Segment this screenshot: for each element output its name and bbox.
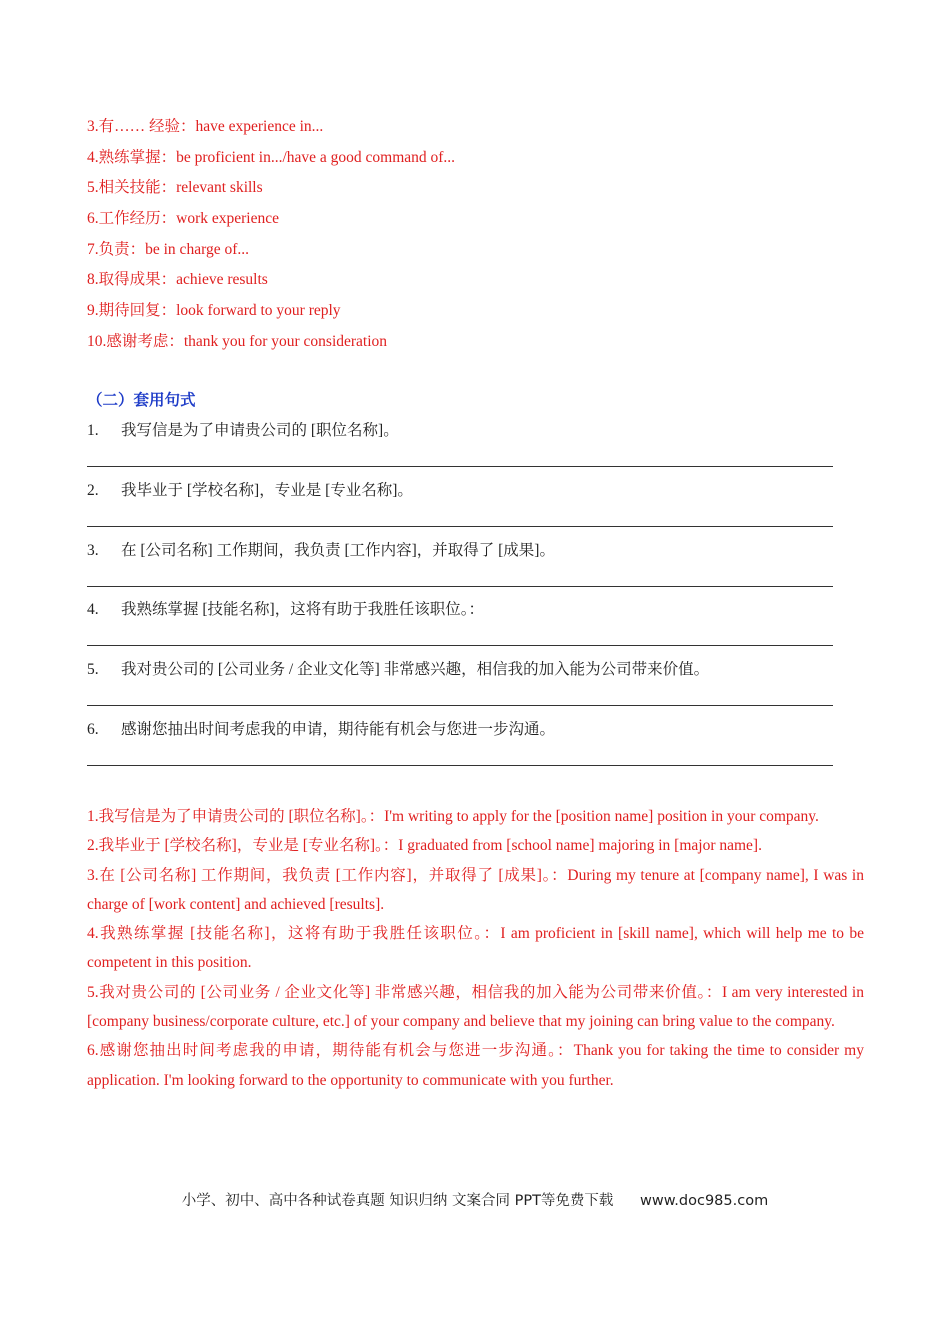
exercise-prompt: 我写信是为了申请贵公司的 [职位名称]。 xyxy=(121,422,399,439)
answer-key xyxy=(87,802,864,1095)
exercise-prompt: 感谢您抽出时间考虑我的申请，期待能有机会与您进一步沟通。 xyxy=(121,720,556,738)
exercise-number: 1. xyxy=(87,422,99,439)
vocabulary-item: 8.取得成果：achieve results xyxy=(87,271,268,289)
exercise-prompt: 在 [公司名称] 工作期间，我负责 [工作内容]，并取得了 [成果]。 xyxy=(121,541,555,559)
answer-item: 3.在 [公司名称] 工作期间，我负责 [工作内容]，并取得了 [成果]。：During my tenure at [company name], I was in charge of [work content] and achieved [results]. xyxy=(87,866,864,913)
answer-item: 5.我对贵公司的 [公司业务 / 企业文化等] 非常感兴趣，相信我的加入能为公司带来价值。：I am very interested in [company business/corporate culture, etc.] of your company and believe that my joining can bring value to the company. xyxy=(87,983,864,1031)
vocabulary-item: 7.负责：be in charge of... xyxy=(87,240,249,258)
answer-blank-line xyxy=(87,705,833,706)
exercise-item xyxy=(87,717,833,777)
section-title: （二）套用句式 xyxy=(87,391,196,409)
exercise-item xyxy=(87,418,833,478)
exercise-number: 6. xyxy=(87,720,99,738)
answer-blank-line xyxy=(87,586,833,587)
vocabulary-item: 4.熟练掌握：be proficient in.../have a good command of... xyxy=(87,148,456,166)
vocabulary-item: 9.期待回复：look forward to your reply xyxy=(87,302,341,320)
vocabulary-list xyxy=(87,112,867,358)
exercise-item xyxy=(87,597,833,657)
exercise-prompt: 我熟练掌握 [技能名称]，这将有助于我胜任该职位。： xyxy=(121,601,484,619)
answer-item: 2.我毕业于 [学校名称]，专业是 [专业名称]。：I graduated from [school name] majoring in [major name]. xyxy=(87,837,762,855)
exercise-number: 2. xyxy=(87,481,99,499)
exercise-item xyxy=(87,657,833,717)
footer-text: 小学、初中、高中各种试卷真题 知识归纳 文案合同 PPT等免费下载 xyxy=(181,1193,614,1209)
footer-url: www.doc985.com xyxy=(640,1193,769,1209)
exercise-list xyxy=(87,418,833,777)
answer-blank-line xyxy=(87,526,833,527)
page-footer xyxy=(0,1189,950,1213)
exercise-prompt: 我对贵公司的 [公司业务 / 企业文化等] 非常感兴趣，相信我的加入能为公司带来价值。 xyxy=(121,661,710,679)
answer-blank-line xyxy=(87,645,833,646)
answer-item: 1.我写信是为了申请贵公司的 [职位名称]。：I'm writing to apply for the [position name] position in your company. xyxy=(87,808,819,825)
answer-item: 4.我熟练掌握 [技能名称]，这将有助于我胜任该职位。：I am proficient in [skill name], which will help me to be competent in this position. xyxy=(87,925,864,972)
exercise-number: 4. xyxy=(87,601,99,619)
exercise-number: 5. xyxy=(87,661,99,679)
answer-blank-line xyxy=(87,765,833,766)
exercise-prompt: 我毕业于 [学校名称]，专业是 [专业名称]。 xyxy=(121,481,413,499)
exercise-item xyxy=(87,538,833,598)
answer-blank-line xyxy=(87,466,833,467)
exercise-item xyxy=(87,478,833,538)
exercise-number: 3. xyxy=(87,541,99,559)
vocabulary-item: 6.工作经历：work experience xyxy=(87,210,279,228)
vocabulary-item: 10.感谢考虑：thank you for your consideration xyxy=(87,332,388,350)
vocabulary-item: 3.有…… 经验：have experience in... xyxy=(87,118,324,135)
vocabulary-item: 5.相关技能：relevant skills xyxy=(87,179,263,197)
answer-item: 6.感谢您抽出时间考虑我的申请，期待能有机会与您进一步沟通。：Thank you for taking the time to consider my application. I'm looking forward to the opportunity to communicate with you further. xyxy=(87,1042,864,1089)
